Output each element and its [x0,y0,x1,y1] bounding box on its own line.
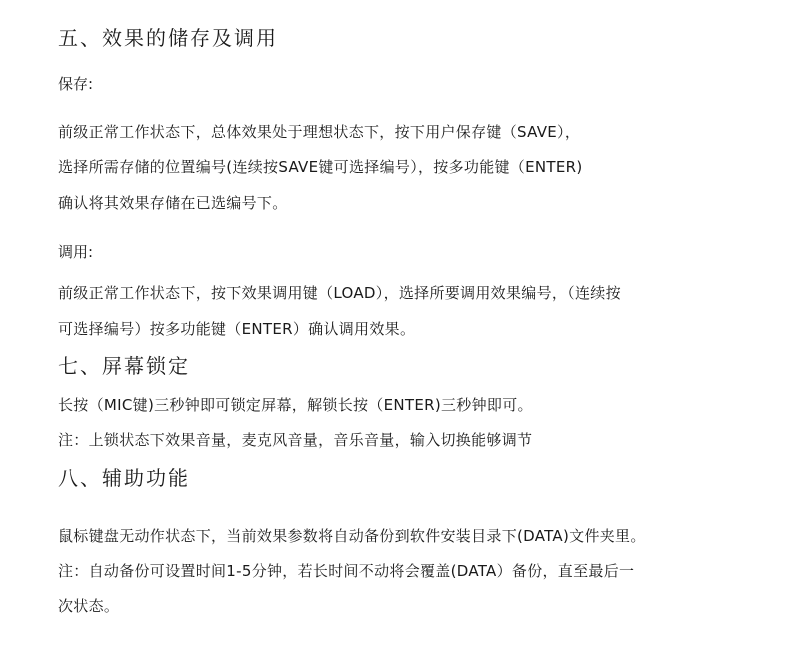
auxiliary-line: 次状态。 [58,597,120,615]
save-paragraph-line: 确认将其效果存储在已选编号下。 [58,194,288,212]
save-paragraph-line: 前级正常工作状态下，总体效果处于理想状态下，按下用户保存键（SAVE）， [58,123,581,141]
auxiliary-line: 注：自动备份可设置时间1-5分钟，若长时间不动将会覆盖(DATA）备份，直至最后一 [58,562,635,580]
screen-lock-line: 注：上锁状态下效果音量，麦克风音量，音乐音量，输入切换能够调节 [58,431,533,449]
section-heading-auxiliary: 八、辅助功能 [58,466,190,490]
screen-lock-line: 长按（MIC键)三秒钟即可锁定屏幕，解锁长按（ENTER)三秒钟即可。 [58,396,533,414]
save-paragraph-line: 选择所需存储的位置编号(连续按SAVE键可选择编号），按多功能键（ENTER) [58,158,583,176]
section-heading-screen-lock: 七、屏幕锁定 [58,354,190,378]
section-heading-effects: 五、效果的储存及调用 [58,26,278,50]
load-subheading: 调用: [58,243,94,261]
load-paragraph-line: 前级正常工作状态下，按下效果调用键（LOAD），选择所要调用效果编号，（连续按 [58,284,621,302]
save-subheading: 保存: [58,75,94,93]
load-paragraph-line: 可选择编号）按多功能键（ENTER）确认调用效果。 [58,320,416,338]
auxiliary-line: 鼠标键盘无动作状态下，当前效果参数将自动备份到软件安装目录下(DATA)文件夹里。 [58,527,646,545]
